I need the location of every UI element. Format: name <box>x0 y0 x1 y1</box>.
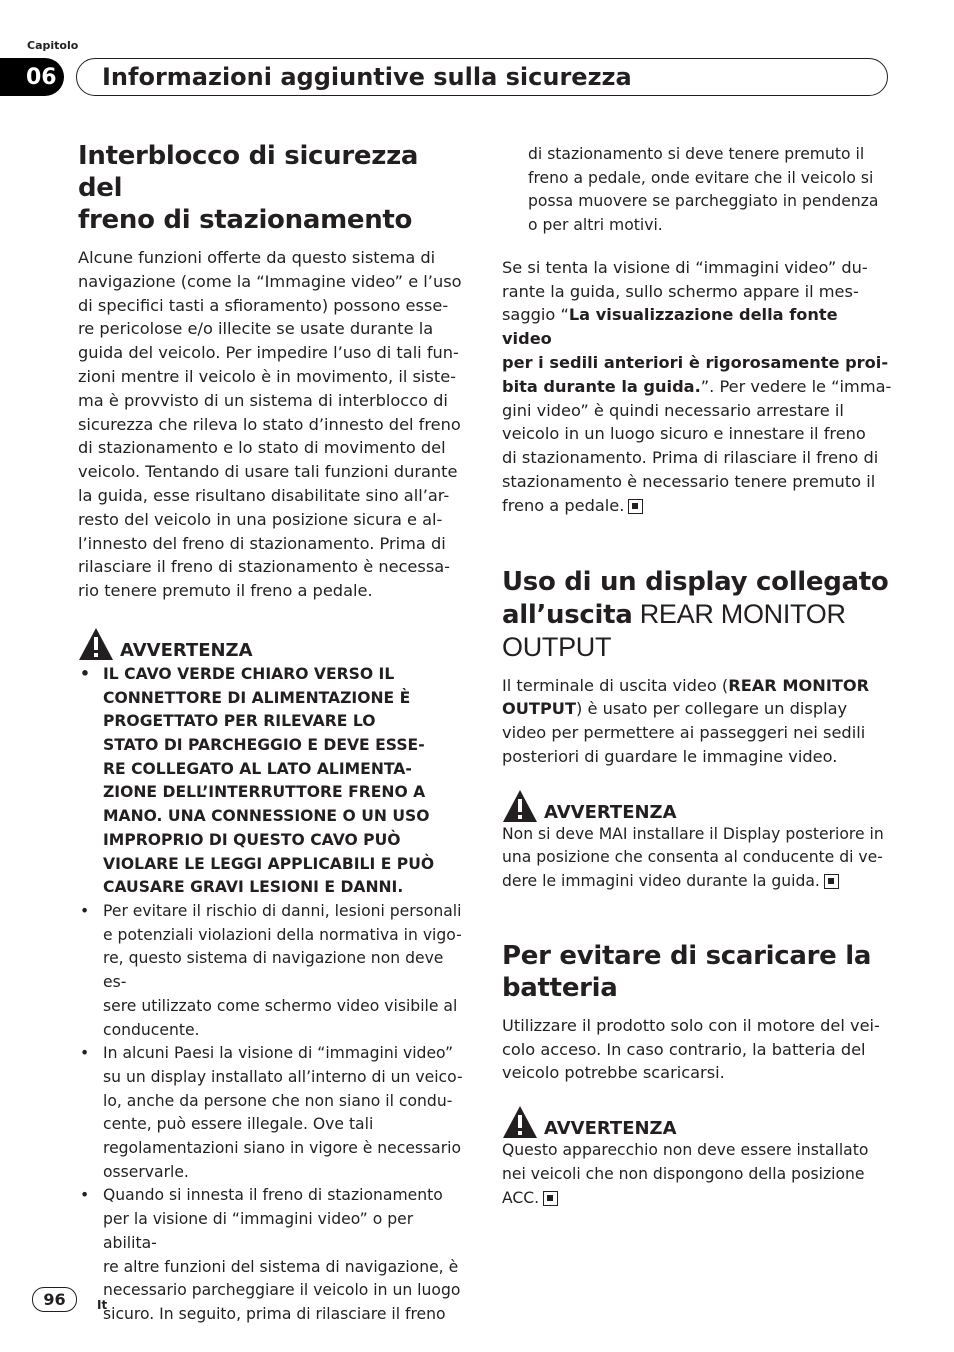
text-line: per la visione di “immagini video” o per abilita- <box>103 1210 414 1252</box>
list-item <box>78 900 466 1042</box>
text-line: guida del veicolo. Per impedire l’uso di tali fun- <box>78 343 459 363</box>
end-of-section-icon <box>824 874 839 889</box>
bold-message: bita durante la guida. <box>502 376 701 396</box>
text-line: regolamentazioni siano in vigore è necessario <box>103 1139 462 1158</box>
text-line: di stazionamento si deve tenere premuto il <box>528 145 865 163</box>
warning-triangle-icon <box>502 1105 538 1139</box>
text-line: Alcune funzioni offerte da questo sistema di <box>78 248 436 267</box>
warning-header <box>502 1099 892 1139</box>
text-line: PROGETTATO PER RILEVARE LO <box>103 712 376 731</box>
text-line: di specifici tasti a sfioramento) possono esse- <box>78 295 449 315</box>
page-number: 96 <box>32 1287 77 1312</box>
chapter-label: Capitolo <box>27 39 79 52</box>
heading-line: Interblocco di sicurezza del <box>78 141 419 203</box>
section-heading-interblocco <box>78 140 466 236</box>
text-line: re altre funzioni del sistema di navigazione, è <box>103 1257 459 1276</box>
warning-text <box>502 1139 892 1210</box>
text-line: conducente. <box>103 1020 200 1039</box>
text-line: necessario parcheggiare il veicolo in un luogo <box>103 1281 461 1300</box>
text-line: RE COLLEGATO AL LATO ALIMENTA- <box>103 759 412 778</box>
rear-monitor-paragraph <box>502 674 892 769</box>
text-line: l’innesto del freno di stazionamento. Prima di <box>78 533 446 553</box>
text-line: su un display installato all’interno di un veico- <box>103 1067 463 1086</box>
text-line: osservarle. <box>103 1162 189 1181</box>
text-line: ma è provvisto di un sistema di interblocco di <box>78 390 448 410</box>
bullet-continuation <box>502 143 892 238</box>
text-line: una posizione che consenta al conducente di ve- <box>502 848 883 867</box>
heading-line: REAR MONITOR <box>632 598 846 629</box>
list-item <box>78 663 466 900</box>
warning-title: AVVERTENZA <box>544 1118 677 1140</box>
text-line: re, questo sistema di navigazione non deve es- <box>103 949 444 992</box>
text-line: sere utilizzato come schermo video visibile al <box>103 996 458 1015</box>
text-line: Non si deve MAI installare il Display posteriore in <box>502 824 884 843</box>
bold-term: REAR MONITOR <box>728 675 870 695</box>
text-line: di stazionamento. Prima di rilasciare il freno di <box>502 448 879 468</box>
text-line: Se si tenta la visione di “immagini video” du- <box>502 257 868 277</box>
heading-line: all’uscita <box>502 599 633 630</box>
text-line: possa muovere se parcheggiato in pendenza <box>528 192 879 211</box>
text-line: Utilizzare il prodotto solo con il motore del vei- <box>502 1015 880 1035</box>
text-line: e potenziali violazioni della normativa in vigo- <box>103 925 462 944</box>
language-code: It <box>97 1298 108 1312</box>
text-line: CONNETTORE DI ALIMENTAZIONE È <box>103 688 411 707</box>
heading-line: Per evitare di scaricare la <box>502 940 872 971</box>
left-column <box>78 140 466 1327</box>
text-line: sicuro. In seguito, prima di rilasciare il freno <box>103 1304 446 1323</box>
warning-list <box>78 663 466 1327</box>
warning-header <box>78 621 466 661</box>
text-line: Il terminale di uscita video ( <box>502 675 729 695</box>
video-warning-paragraph <box>502 256 892 518</box>
warning-header <box>502 783 892 823</box>
text-line: navigazione (come la “Immagine video” e l’uso <box>78 271 462 291</box>
text-line: dere le immagini video durante la guida. <box>502 872 820 891</box>
text-line: resto del veicolo in una posizione sicura e al- <box>78 509 443 529</box>
text-line: rante la guida, sullo schermo appare il mes- <box>502 281 859 301</box>
text-line: ACC. <box>502 1188 540 1207</box>
text-line: veicolo. Tentando di usare tali funzioni durante <box>78 462 458 482</box>
text-line: freno a pedale, onde evitare che il veicolo si <box>528 168 874 187</box>
text-line: In alcuni Paesi la visione di “immagini video” <box>103 1044 454 1063</box>
text-line: sicurezza che rileva lo stato d’innesto del freno <box>78 414 461 434</box>
text-line: video per permettere ai passeggeri nei sedili <box>502 723 866 743</box>
text-line: IMPROPRIO DI QUESTO CAVO PUÒ <box>103 830 401 849</box>
text-line: Questo apparecchio non deve essere installato <box>502 1141 869 1160</box>
text-line: ) è usato per collegare un display <box>576 699 848 719</box>
warning-title: AVVERTENZA <box>120 639 253 661</box>
text-line: posteriori di guardare le immagine video. <box>502 746 838 766</box>
text-line: Quando si innesta il freno di stazionamento <box>103 1186 443 1205</box>
chapter-title: Informazioni aggiuntive sulla sicurezza <box>76 58 888 96</box>
warning-triangle-icon <box>78 627 114 661</box>
text-line: di stazionamento e lo stato di movimento del <box>78 438 446 458</box>
text-line: o per altri motivi. <box>528 216 663 235</box>
heading-line: Uso di un display collegato <box>502 566 889 597</box>
text-line: la guida, esse risultano disabilitate sino all’ar- <box>78 485 450 505</box>
batteria-paragraph <box>502 1014 892 1085</box>
text-line: STATO DI PARCHEGGIO E DEVE ESSE- <box>103 736 425 755</box>
text-line: nei veicoli che non dispongono della posizione <box>502 1164 865 1183</box>
bold-message: per i sedili anteriori è rigorosamente proi- <box>502 353 889 372</box>
heading-line: OUTPUT <box>502 631 612 662</box>
text-line: veicolo in un luogo sicuro e innestare il freno <box>502 424 866 444</box>
text-line: IL CAVO VERDE CHIARO VERSO IL <box>103 664 395 683</box>
right-column <box>502 143 892 1210</box>
list-item <box>78 1042 466 1184</box>
heading-line: batteria <box>502 972 618 1003</box>
text-line: ”. Per vedere le “imma- <box>700 376 892 396</box>
text-line: freno a pedale. <box>502 495 625 515</box>
text-line: colo acceso. In caso contrario, la batteria del <box>502 1039 866 1059</box>
text-line: rio tenere premuto il freno a pedale. <box>78 581 373 601</box>
text-line: ZIONE DELL’INTERRUTTORE FRENO A <box>103 783 426 802</box>
end-of-section-icon <box>628 499 643 514</box>
text-line: zioni mentre il veicolo è in movimento, il siste- <box>78 366 457 386</box>
text-line: veicolo potrebbe scaricarsi. <box>502 1063 725 1083</box>
warning-triangle-icon <box>502 789 538 823</box>
section-heading-batteria <box>502 940 892 1004</box>
text-line: VIOLARE LE LEGGI APPLICABILI E PUÒ <box>103 854 435 873</box>
heading-line: freno di stazionamento <box>78 205 413 235</box>
text-line: gini video” è quindi necessario arrestare il <box>502 400 844 420</box>
warning-title: AVVERTENZA <box>544 801 677 823</box>
list-item <box>78 1184 466 1326</box>
text-line: rilasciare il freno di stazionamento è necessa- <box>78 557 451 577</box>
chapter-number: 06 <box>0 58 64 96</box>
text-line: MANO. UNA CONNESSIONE O UN USO <box>103 807 430 826</box>
bold-message: La visualizzazione della fonte video <box>502 305 838 349</box>
bold-term: OUTPUT <box>502 699 576 719</box>
text-line: re pericolose e/o illecite se usate durante la <box>78 319 434 339</box>
text-line: cente, può essere illegale. Ove tali <box>103 1115 374 1134</box>
warning-text <box>502 823 892 894</box>
section-heading-rear-monitor <box>502 566 892 664</box>
text-line: lo, anche da persone che non siano il condu- <box>103 1091 453 1110</box>
end-of-section-icon <box>543 1191 558 1206</box>
interblocco-paragraph <box>78 246 466 603</box>
text-line: CAUSARE GRAVI LESIONI E DANNI. <box>103 878 404 897</box>
text-line: saggio “ <box>502 305 569 325</box>
text-line: stazionamento è necessario tenere premuto il <box>502 471 876 491</box>
text-line: Per evitare il rischio di danni, lesioni personali <box>103 901 462 920</box>
